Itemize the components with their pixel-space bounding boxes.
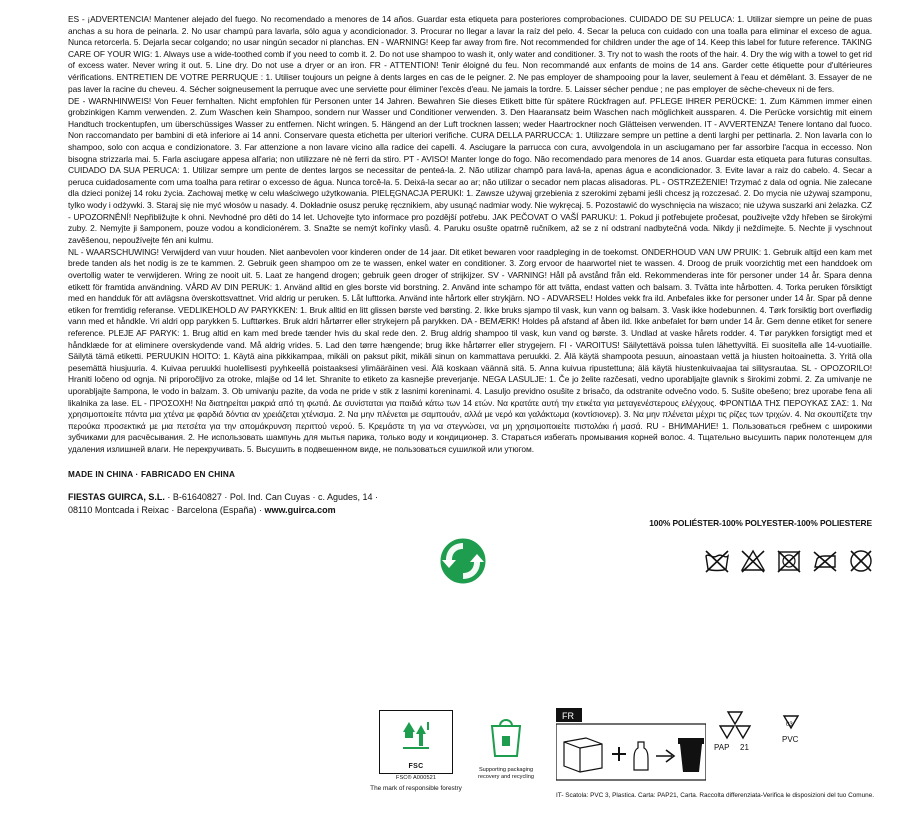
triman-sorting-icon (556, 708, 706, 789)
svg-text:FR: FR (562, 711, 574, 721)
fabric-composition: 100% POLIÉSTER-100% POLYESTER-100% POLIESTERE (649, 518, 872, 528)
fsc-logo (368, 710, 464, 793)
fsc-logo-box (379, 710, 453, 774)
do-not-tumble-dry-icon (776, 548, 802, 574)
certification-logos-area (0, 700, 900, 828)
fsc-logo-text: FSC (408, 763, 424, 770)
do-not-bleach-icon (740, 548, 766, 574)
company-block (68, 491, 872, 517)
fsc-tree-icon (380, 716, 452, 750)
multilingual-warnings (68, 14, 872, 456)
packaging-recycling-caption: Supporting packaging recovery and recycling (478, 767, 534, 780)
do-not-wash-icon (704, 548, 730, 574)
fsc-caption: The mark of responsible forestry (370, 785, 462, 792)
warning-paragraph-2: DE - WARNHINWEIS! Von Feuer fernhalten. Nicht empfohlen für Personen unter 14 Jahren. Bewahren Sie dieses Etikett bitte für spätere Rückfragen auf. PFLEGE IHRER PERÜCKE: 1. Zum Kämmen immer einen grobzinkigen Kamm verwenden. 2. Zum Waschen kein Shampoo, sondern nur Wasser und Conditioner verwenden. 3. Den Haaransatz beim Waschen nach möglichkeit aussparen. 4. Die Perücke vorsichtig mit einem Handtuch trockentupfen, um überschüssiges Wasser zu entfernen. Nicht wringen. 5. Hängend an der Luft trocknen lassen; weder Haartrockner noch Glätteisen verwenden. IT - AVVERTENZA! Tenere lontano dal fuoco. Non raccomandato per bambini di età inferiore ai 14 anni. Conservare questa etichetta per ulteriori verifiche. CURA DELLA PARRUCCA: 1. Utilizzare sempre un pettine a denti larghi per pettinarla. 2. Non lavarla con lo shampoo, solo con acqua e condizionatore. 3. Far attenzione a non lavare vicino alla radice dei capelli. 4. Asciugare la parrucca con cura, avvolgendola in un asciugamano per far assorbire l'acqua in eccesso. Non bisogna strizzarla mai. 5. Farla asciugare appesa all'aria; non utilizzare nè nè ferri da stiro. PT - AVISO! Manter longe do fogo. Não recomendado para menores de 14 anos. Guardar esta etiqueta para futuras consultas. CUIDADO DA SUA PERUCA: 1. Utilizar sempre um pente de dentes largos se necessitar de penteá-la. 2. Não utilizar champô para lavá-la, apenas água e acondicionador. 3. Evite lavar a raiz do cabelo. 4. Secar a peruca cuidadosamente com uma toalha para retirar o excesso de água. Nunca torcê-la. 5. Deixá-la secar ao ar; não utilizar o secador nem placas alisadoras. PL - OSTRZEŻENIE! Trzymać z dala od ognia. Nie zalecane dla dzieci poniżej 14 roku życia. Zachowaj metkę w celu właściwego użytkowania. PIELĘGNACJA PERUKI: 1. Zawsze używaj grzebienia z szerokimi zębami jeśli chcesz ją rozczesać. 2. Do mycia nie używaj szamponu, tylko wody i odżywki. 3. Staraj się nie myć włosów u nasady. 4. Dokładnie osusz perukę ręcznikiem, aby usunąć nadmiar wody. Nie wykręcaj. 5. Pozostawić do wyschnięcia na wiszaco; nie używa suszarki ani żelazka. CZ - UPOZORNĚNÍ! Nepřibližujte k ohni. Nevhodné pro děti do 14 let. Uchovejte tyto informace pro pozdější potřebu. JAK PEČOVAT O VAŠÍ PARUKU: 1. Pokud ji potřebujete pročesat, použivejte vždy hřeben se širokými zuby. 2. Nemyjte ji šamponem, pouze vodou a kondicionérem. 3. Snažte se nemýt kořínky vlasů. 4. Paruku osušte opatrně ručníkem, až se z ní odstraní nadbytečná voda. Nikdy ji neždímejte. 5. Nechte ji vyschnout zavěšenou, nepoužívejte fén ani kulmu. (68, 95, 872, 245)
svg-text:PVC: PVC (782, 735, 799, 744)
company-name: FIESTAS GUIRCA, S.L. (68, 491, 165, 502)
do-not-iron-icon (812, 548, 838, 574)
fsc-code: FSC® A000521 (395, 775, 437, 781)
do-not-dry-clean-icon (848, 548, 874, 574)
warning-paragraph-3: NL - WAARSCHUWING! Verwijderd van vuur houden. Niet aanbevolen voor kinderen onder de 14 jaar. Dit etiket bewaren voor raadpleging in de toekomst. ONDERHOUD VAN UW PRUIK: 1. Gebruik altijd een kam met brede tanden als het nodig is ze te kammen. 2. Gebruik geen shampoo om ze te wassen, enkel water en conditioner. 3. Zorg ervoor de haarwortel niet te wassen. 4. Droog de pruik voorzichtig met een handdoek om overtollig water te verwijderen. Wring ze nooit uit. 5. Laat ze hangend drogen; gebruik geen droger of strijkijzer. SV - VARNING! Håll på avstånd från eld. Rekommenderas inte för personer under 14 år. Spara denna etikett för framtida användning. VÅRD AV DIN PERUK: 1. Använd alltid en gles borste vid borstning. 2. Använd inte schampo för att tvätta, endast vatten och balsam. 3. Tvätta inte hårbotten. 4. Torka peruken försiktigt med en handduk för att avlägsna överskottsvattnet. Vrid aldrig ur peruken. 5. Låt lufttorka. Använd inte hårtork eller strykjärn. NO - ADVARSEL! Holdes vekk fra ild. Anbefales ikke for personer under 14 år. Spar på denne etiken for fremtidig referanse. VEDLIKEHOLD AV PARYKKEN: 1. Bruk alltid en litt glissen børste ved børsting. 2. Ikke bruks sjampo til vask, kun vann og balsam. 3. Vask ikke hodebunnen. 4. Tørk forsiktig bort overflødig vann med et håndkle. Vri aldri opp parykken 5. Lufttørkes. Bruk aldri hårtørrer eller strykejern på parykken. DA - BEMÆRK! Holdes på afstand af åben ild. Ikke anbefalet for børn under 14 år. Gem denne etiket for senere reference. PLEJE AF PARYK: 1. Brug altid en kam med brede tænder hvis du skal rede den. 2. Brug aldrig shampoo til vask, kun vand og børste. 3. Undlad at vaske hårets rodder. 4. Tør parykken forsigtigt med et håndklæde for at eliminere overskydende vand. Må aldrig vrides. 5. Lad den tørre hængende; brug ikke hårtørrer eller strygejern. FI - VAROITUS! Säilytettävä poissa tulen lähettyviltä. Ei suositella alle 14-vuotiaille. Säilytä tämä etiketti. PERUUKIN HOITO: 1. Käytä aina pikkikampaa, mikäli on paksut pikit, mikäli sinun on kammattava peruukki. 2. Älä käytä shampoota pesuun, ainoastaan vettä ja hiusten hoitoainetta. 3. Yritä olla pesemättä hiusjuuria. 4. Kuivaa peruukki huolellisesti pyyhkeellä poistaaksesi ylimääräinen vesi. Älä koskaan väännä sitä. 5. Anna kuivua ripustettuna; älä käytä hiustenkuivaajaa tai silitysrautaa. SL - OPOZORILO! Hraniti ločeno od ognja. Ni priporočljivo za otroke, mlajše od 14 let. Shranite to etiketo za kasnejše preverjanje. NEGA LASULJE: 1. Če jo želite razčesati, vedno uporabljajte glavnik s širokimi zobmi. 2. Za umivanje ne uporabljajte šampona, le vodo in balzam. 3. Ob umivanju pazite, da voda ne pride v stik z lasnimi koreninami. 4. Lasuljo previdno osušite z brisačo, da odstranite odvečno vodo. 5. Sušite obešeno; brez uporabe fena ali likalnika za lase. EL - ΠΡΟΣΟΧΗ! Να διατηρείται μακριά από τη φωτιά. Δε συνίσταται για παιδιά κάτω των 14 ετών. Να κρατάτε αυτή την ετικέτα για μεταγενέστερους ελέγχους. ΦΡΟΝΤΙΔΑ ΤΗΣ ΠΕΡΟΥΚΑΣ ΣΑΣ: 1. Να χρησιμοποιείτε πάντα μια χτένα με φαρδιά δόντια αν χρειάζεται χτένισμα. 2. Να μην πλένεται με σαμπουάν, αλλά με νερό και γαλάκτωμα (κοντίσιονερ). 3. Να μην πλένεται μέχρι τις ρίζες των τριχών. 4. Να σκουπίζετε την περούκα προσεκτικά με μια πετσέτα για την απομάκρυνση περιττού νερού. 5. Κρεμάστε τη για να στεγνώσει, να μη χρησιμοποιείτε πιστολάκι ή μασά. RU - ВНИМАНИЕ! 1. Пользоваться гребнем с широкими зубчиками для расчёсывания. 2. Не использовать шампунь для мытья парика, только воду и кондиционер. 3. Стараться избегать промывания корней волос. 4. Тщательно высушить парик полотенцем для удаления излишней влаги. Не перекручивать. 5. Высушить в подвешенном виде, не пользоваться сушилкой или утюгом. (68, 246, 872, 454)
made-in-text: MADE IN CHINA · FABRICADO EN CHINA (68, 469, 236, 479)
company-website[interactable]: www.guirca.com (264, 504, 336, 515)
company-address-2: 08110 Montcada i Reixac · Barcelona (España) · (68, 504, 262, 515)
company-vat-address-1: · B-61640827 · Pol. Ind. Can Cuyas · c. Agudes, 14 · (167, 491, 378, 502)
svg-text:21: 21 (740, 743, 749, 752)
svg-text:PAP: PAP (714, 743, 730, 752)
italian-disposal-note: IT- Scatola: PVC 3, Plastica. Carta: PAP21, Carta. Raccolta differenziata-Verifica le disposizioni del tuo Comune. (556, 792, 875, 799)
packaging-recycling-icon (470, 712, 542, 781)
warning-paragraph-1: ES - ¡ADVERTENCIA! Mantener alejado del fuego. No recomendado a menores de 14 años. Guardar esta etiqueta para posteriores comprobaciones. CUIDADO DE SU PELUCA: 1. Utilizar siempre un peine de puas anchas a su hora de peinarla. 2. No usar champú para lavarla, sólo agua y acondicionador. 3. Procurar no llegar a lavar la raíz del pelo. 4. Secar la peluca con cuidado con una toalla para eliminar el exceso de agua. Nunca retorcerla. 5. Dejarla secar colgando; no usar ningún secador ni planchas. EN - WARNING! Keep far away from fire. Not recommended for children under the age of 14. Keep this label for future reference. TAKING CARE OF YOUR WIG: 1. Always use a wide-toothed comb if you need to comb it. 2. Do not use shampoo to wash it, only water and conditioner. 3. Try not to wash the roots of the hair. 4. Dry the wig with a towel to get rid of excess water. Never wring it out. 5. Line dry. Do not use a dryer or an iron. FR - ATTENTION! Tenir éloigné du feu. Non recommandé aux enfants de moins de 14 ans. Garder cette étiquette pour d'ultérieures vérifications. ENTRETIEN DE VOTRE PERRUQUE : 1. Utiliser toujours un peigne à dents larges en cas de le peigner. 2. Ne pas employer de shampooing pour la laver, seulement à l'eau et démêlant. 3. Essayer de ne pas laver la racine du cheveu. 4. Sécher soigneusement la perruque avec une serviette pour éliminer l'excès d'eau. Ne jamais la tordre. 5. Laisser sécher pendue ; ne pas employer de sèche-cheveux ni de fers. (68, 14, 872, 94)
svg-text:03: 03 (786, 722, 793, 728)
care-symbols-row (704, 548, 874, 574)
green-point-icon (440, 538, 486, 584)
material-codes (712, 708, 844, 772)
